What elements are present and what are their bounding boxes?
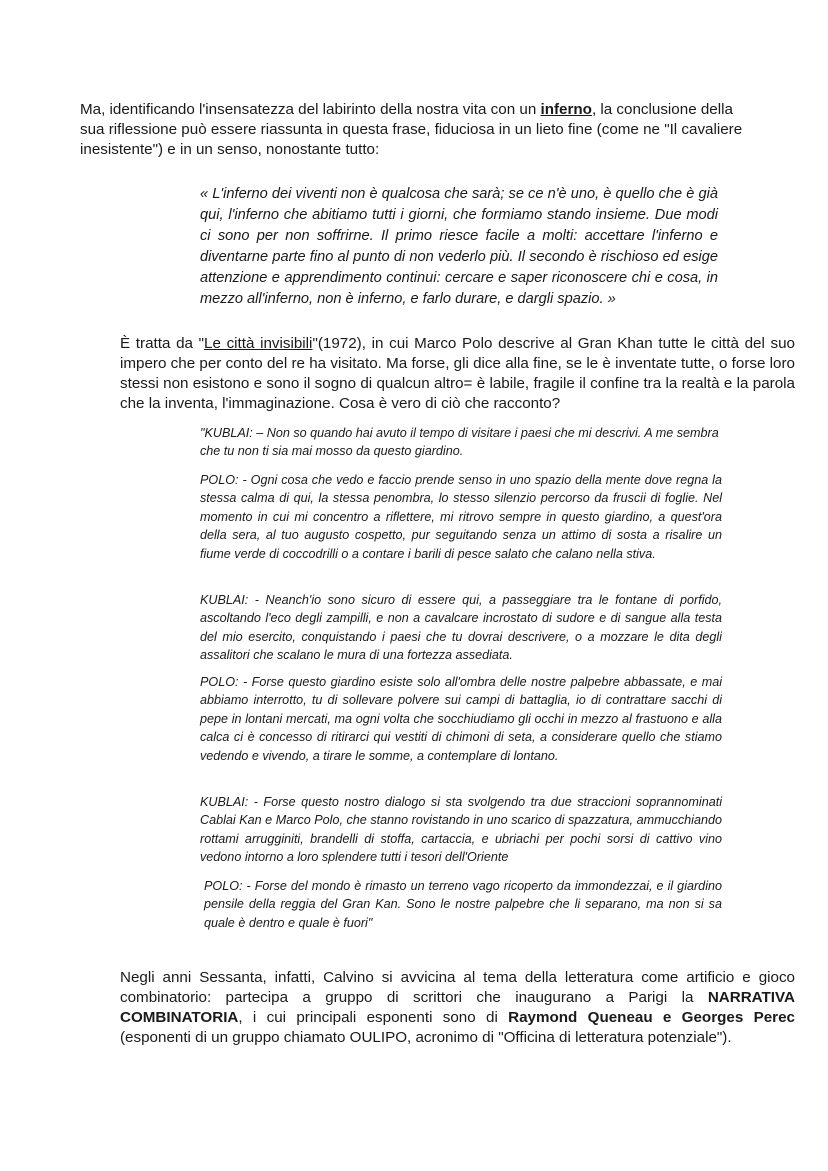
outro-text-1: Negli anni Sessanta, infatti, Calvino si avvicina al tema della letteratura come artificio e gioco combinatorio: partecipa a gruppo di scrittori che inaugurano a Parigi la (120, 969, 795, 1006)
source-quote-mark: " (198, 335, 205, 352)
intro-paragraph (80, 100, 760, 160)
authors-bold: Raymond Queneau e Georges Perec (508, 1009, 795, 1026)
dialogue-kublai-3: KUBLAI: - Forse questo nostro dialogo si sta svolgendo tra due straccioni soprannominati Cablai Kan e Marco Polo, che stanno rovistando in uno scarico di spazzatura, ammucchiando rottami arrugginiti, brandelli di stoffa, cartaccia, e ubriachi per pochi sorsi di cattivo vino vedono intorno a loro splendere tutti i tesori dell'Oriente (200, 795, 722, 865)
inferno-quote: « L'inferno dei viventi non è qualcosa che sarà; se ce n'è uno, è quello che è già qui, l'inferno che abitiamo tutti i giorni, che formiamo stando insieme. Due modi ci sono per non soffrirne. Il primo riesce facile a molti: accettare l'inferno e diventarne parte fino al punto di non vederlo più. Il secondo è rischioso ed esige attenzione e apprendimento continui: cercare e saper riconoscere chi e cosa, in mezzo all'inferno, non è inferno, e farlo durare, e dargli spazio. » (200, 186, 718, 307)
dialogue-polo-1: POLO: - Ogni cosa che vedo e faccio prende senso in uno spazio della mente dove regna la stessa calma di qui, la stessa penombra, lo stesso silenzio percorso da fruscii di foglie. Nel momento in cui mi concentro a riflettere, mi ritrovo sempre in questo giardino, a quest'ora della sera, al tuo augusto cospetto, pur seguitando senza un attimo di sosta a risalire un fiume verde di coccodrilli o a contare i barili di pesce salato che calano nella stiva. (200, 473, 722, 561)
dialogue-polo-3: POLO: - Forse del mondo è rimasto un terreno vago ricoperto da immondezzai, e il giardino pensile della reggia del Gran Kan. Sono le nostre palpebre che li separano, ma non si sa quale è dentro e quale è fuori" (204, 879, 722, 930)
source-text-2: "(1972), in cui Marco Polo descrive al Gran Khan tutte le città del suo impero che per conto del re ha visitato. Ma forse, gli dice alla fine, se le è inventate tutte, o forse loro stessi non esistono e sono il sogno di qualcun altro= è labile, fragile il confine tra la realtà e la parola che la inventa, l'immaginazione. Cosa è vero di ciò che racconto? (120, 335, 795, 412)
outro-text-3: (esponenti di un gruppo chiamato OULIPO, acronimo di "Officina di letteratura potenziale"). (120, 1029, 732, 1046)
dialogue-polo-2: POLO: - Forse questo giardino esiste solo all'ombra delle nostre palpebre abbassate, e mai abbiamo interrotto, tu di sollevare polvere sui campi di battaglia, io di contrattare sacchi di pepe in lontani mercati, ma ogni volta che socchiudiamo gli occhi in mezzo al frastuono e alla calca ci è concesso di ritirarci qui vestiti di chimoni di seta, a considerare quello che stiamo vedendo e vivendo, a tirare le somme, a contemplare di lontano. (200, 675, 722, 763)
inferno-keyword: inferno (540, 101, 592, 118)
source-text-1: È tratta da (120, 335, 199, 352)
book-title-link[interactable]: Le città invisibili (204, 335, 313, 352)
dialogue-kublai-2: KUBLAI: - Neanch'io sono sicuro di essere qui, a passeggiare tra le fontane di porfido, ascoltando l'eco degli zampilli, e non a cavalcare incrostato di sudore e di sangue alla testa del mio esercito, conquistando i paesi che tu dovrai descrivere, o a mozzare le dita degli assalitori che scalano le mura di una fortezza assediata. (200, 593, 722, 663)
outro-paragraph (120, 968, 795, 1048)
narrativa-combinatoria-bold: NARRATIVA COMBINATORIA (120, 989, 795, 1026)
intro-text-2: , la conclusione della sua riflessione può essere riassunta in questa frase, fiduciosa in un lieto fine (come ne "Il cavaliere inesistente") e in un senso, nonostante tutto: (80, 101, 743, 158)
outro-text-2: , i cui principali esponenti sono di (238, 1009, 509, 1026)
source-paragraph (120, 334, 795, 414)
intro-text-1: Ma, identificando l'insensatezza del labirinto della nostra vita con un (80, 101, 541, 118)
dialogue-kublai-1: "KUBLAI: – Non so quando hai avuto il tempo di visitare i paesi che mi descrivi. A me sembra che tu non ti sia mai mosso da questo giardino. (200, 426, 719, 459)
